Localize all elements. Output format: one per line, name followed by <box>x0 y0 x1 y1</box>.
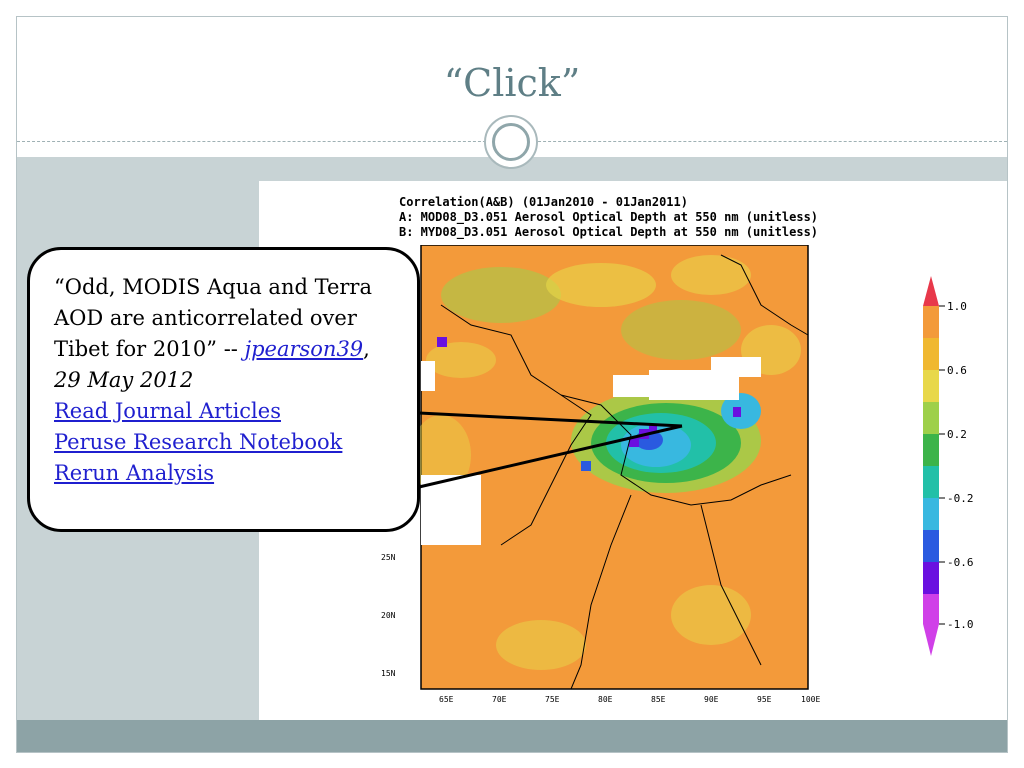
circle-ornament-icon <box>484 115 538 169</box>
lon-label-95e: 95E <box>757 695 772 704</box>
plot-header <box>399 195 818 240</box>
lat-label-15n: 15N <box>381 669 396 678</box>
lat-label-25n: 25N <box>381 553 396 562</box>
annotation-callout <box>27 247 420 532</box>
lon-label-80e: 80E <box>598 695 613 704</box>
callout-quote: “Odd, MODIS Aqua and Terra AOD are anticorrelated over Tibet for 2010” -- <box>54 275 372 361</box>
rerun-analysis-link[interactable]: Rerun Analysis <box>54 461 215 485</box>
colorbar-label-3: 0.2 <box>947 428 967 441</box>
colorbar-label-2: 0.6 <box>947 364 967 377</box>
lon-label-70e: 70E <box>492 695 507 704</box>
plot-header-line2: A: MOD08_D3.051 Aerosol Optical Depth at 550 nm (unitless) <box>399 210 819 224</box>
callout-date: 29 May 2012 <box>54 368 194 392</box>
lon-label-65e: 65E <box>439 695 454 704</box>
peruse-research-notebook-link[interactable]: Peruse Research Notebook <box>54 430 343 454</box>
plot-header-line1: Correlation(A&B) (01Jan2010 - 01Jan2011) <box>399 195 688 209</box>
lon-label-90e: 90E <box>704 695 719 704</box>
lat-label-20n: 20N <box>381 611 396 620</box>
colorbar-label-5: -0.6 <box>947 556 974 569</box>
callout-text <box>54 272 409 489</box>
author-link[interactable]: jpearson39 <box>244 337 364 361</box>
slide-bottom-band <box>17 720 1007 752</box>
lon-label-85e: 85E <box>651 695 666 704</box>
slide-frame <box>16 16 1008 753</box>
colorbar <box>919 276 989 661</box>
read-journal-articles-link[interactable]: Read Journal Articles <box>54 399 281 423</box>
correlation-map <box>381 245 821 707</box>
callout-comma: , <box>363 337 370 361</box>
colorbar-label-6: -1.0 <box>947 618 974 631</box>
colorbar-label-1: 1.0 <box>947 300 967 313</box>
slide-title: “Click” <box>443 61 581 105</box>
plot-header-line3: B: MYD08_D3.051 Aerosol Optical Depth at 550 nm (unitless) <box>399 225 819 239</box>
colorbar-label-4: -0.2 <box>947 492 974 505</box>
lon-label-75e: 75E <box>545 695 560 704</box>
lon-label-100e: 100E <box>801 695 821 704</box>
